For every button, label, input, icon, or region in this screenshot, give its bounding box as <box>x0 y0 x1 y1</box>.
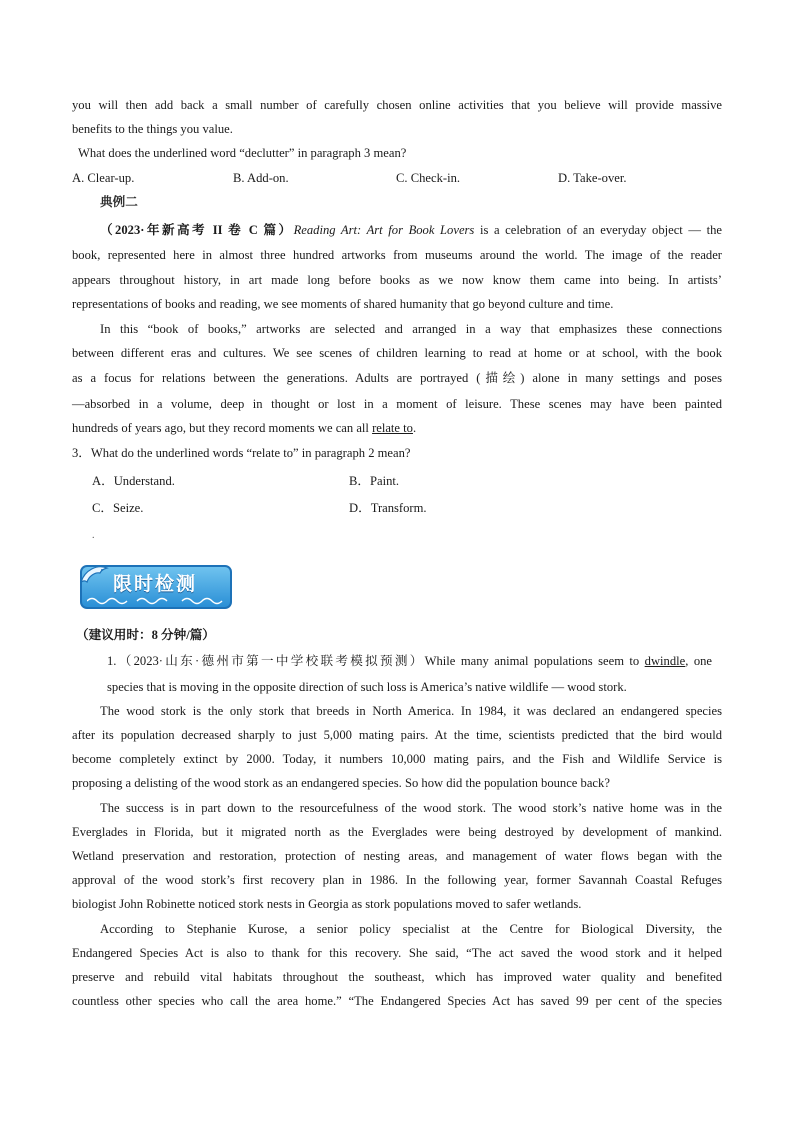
passage-text-line: as a focus for relations between the generations. Adults are portrayed (描绘) alone in many settings and poses <box>72 371 722 385</box>
passage-text-line: benefits to the things you value. <box>72 122 233 136</box>
text-span: hundreds of years ago, but they record moments we can all <box>72 421 373 435</box>
passage-text-line: Everglades in Florida, but it migrated north as the Everglades were being destroyed by development of mankind. <box>72 825 722 839</box>
book-title: Reading Art: Art for Book Lovers <box>293 223 475 237</box>
passage-text-line: book, represented here in almost three hundred artworks from museums around the world. The image of the reader <box>72 248 722 262</box>
passage-text-line <box>72 420 722 436</box>
passage-text-line: Endangered Species Act is also to thank for this recovery. She said, “The act saved the wood stork and it helped <box>72 946 722 960</box>
passage-text-line: According to Stephanie Kurose, a senior policy specialist at the Centre for Biological Diversity, the <box>100 922 722 936</box>
text-span: is a celebration of an everyday object — the <box>474 223 722 237</box>
passage-text-line: become completely extinct by 2000. Today, it numbers 10,000 mating pairs, and the Fish and Wildlife Service is <box>72 752 722 766</box>
passage-text-line: between different eras and cultures. We see scenes of children learning to read at home or at school, with the book <box>72 346 722 360</box>
stray-dot: . <box>92 530 95 541</box>
passage-text-line: representations of books and reading, we see moments of shared humanity that go beyond culture and time. <box>72 297 614 311</box>
wave-decoration <box>87 596 227 606</box>
option-c: C. Check-in. <box>396 171 461 185</box>
text-span: . <box>412 421 417 435</box>
badge-label: 限时检测 <box>113 573 198 595</box>
passage-text-line: In this “book of books,” artworks are selected and arranged in a way that emphasizes these connections <box>100 322 722 336</box>
passage-text-line: you will then add back a small number of carefully chosen online activities that you believe will provide massive <box>72 98 722 112</box>
passage-text-line: after its population decreased sharply to just 5,000 mating pairs. At the time, scientists predicted that the bird would <box>72 728 722 742</box>
passage-text-line <box>100 222 722 238</box>
passage-text-line <box>107 653 712 669</box>
example-heading: 典例二 <box>100 195 138 209</box>
passage-text-line: appears throughout history, in art made long before books as we now know them came into being. In artists’ <box>72 273 722 287</box>
section-badge <box>77 560 235 612</box>
passage-text-line: —absorbed in a volume, deep in thought or lost in a moment of leisure. These scenes may have been painted <box>72 397 722 411</box>
passage-text-line: proposing a delisting of the wood stork as an endangered species. So how did the population bounce back? <box>72 776 610 790</box>
underlined-phrase: relate to <box>372 421 413 435</box>
option-b: B．Paint. <box>349 474 400 488</box>
passage-text-line: The wood stork is the only stork that breeds in North America. In 1984, it was declared an endangered species <box>100 704 722 718</box>
question-stem: 3．What do the underlined words “relate to” in paragraph 2 mean? <box>72 446 411 460</box>
option-a: A. Clear-up. <box>72 171 135 185</box>
passage-text-line: The success is in part down to the resourcefulness of the wood stork. The wood stork’s native home was in the <box>100 801 722 815</box>
question-stem: What does the underlined word “declutter” in paragraph 3 mean? <box>78 146 407 160</box>
underlined-word: dwindle <box>644 654 686 668</box>
option-a: A．Understand. <box>92 474 175 488</box>
suggested-time: （建议用时：8 分钟/篇） <box>76 628 215 642</box>
passage-text-line: preserve and rebuild vital habitats throughout the southeast, which has improved water quality and benefited <box>72 970 722 984</box>
option-c: C．Seize. <box>92 501 144 515</box>
passage-text-line: Wetland preservation and restoration, protection of nesting areas, and management of water flows began with the <box>72 849 722 863</box>
option-d: D. Take-over. <box>558 171 627 185</box>
text-span: , one <box>685 654 712 668</box>
option-b: B. Add-on. <box>233 171 289 185</box>
source-tag: （2023·年新高考 II 卷 C 篇） <box>100 223 294 237</box>
passage-text-line: species that is moving in the opposite direction of such loss is America’s native wildlife — wood stork. <box>107 680 627 694</box>
passage-text-line: biologist John Robinette noticed stork nests in Georgia as stork populations moved to safer wetlands. <box>72 897 582 911</box>
option-d: D．Transform. <box>349 501 427 515</box>
passage-text-line: approval of the wood stork’s first recovery plan in 1986. In the following year, former Savannah Coastal Refuges <box>72 873 722 887</box>
dolphin-icon <box>77 560 111 594</box>
text-span: 1.（2023·山东·德州市第一中学校联考模拟预测）While many animal populations seem to <box>107 654 645 668</box>
passage-text-line: countless other species who call the area home.” “The Endangered Species Act has saved 99 per cent of the species <box>72 994 722 1008</box>
